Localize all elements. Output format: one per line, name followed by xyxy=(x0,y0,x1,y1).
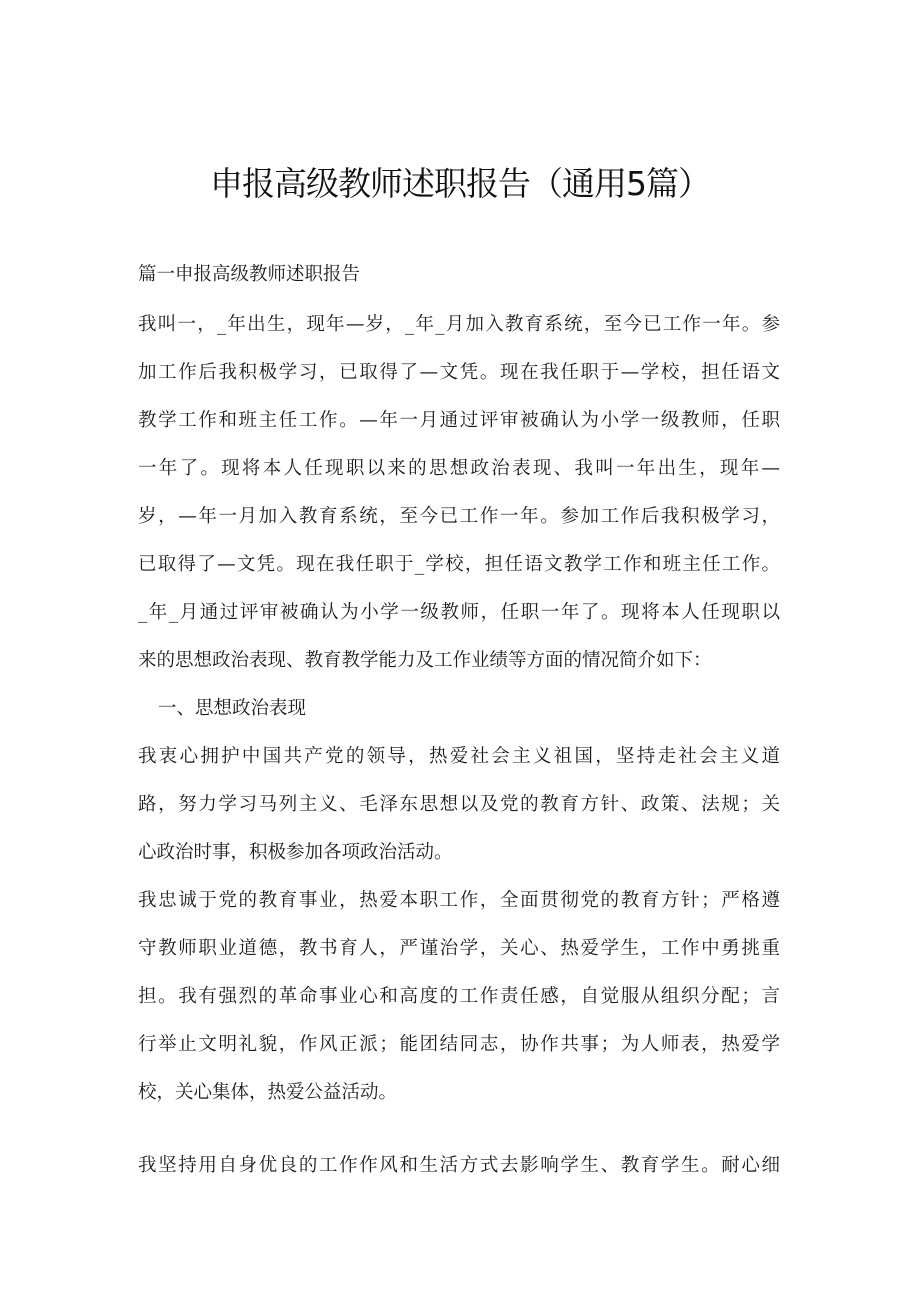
text-line: 守教师职业道德，教书育人，严谨治学，关心、热爱学生，工作中勇挑重 xyxy=(138,938,780,959)
text-line: 已取得了—文凭。现在我任职于_学校，担任语文教学工作和班主任工作。 xyxy=(138,554,780,575)
text-line: 教学工作和班主任工作。—年一月通过评审被确认为小学一级教师，任职 xyxy=(138,410,780,431)
text-line: 担。我有强烈的革命事业心和高度的工作责任感，自觉服从组织分配；言 xyxy=(138,986,780,1007)
text-line: 岁，—年一月加入教育系统，至今已工作一年。参加工作后我积极学习， xyxy=(138,506,780,527)
text-line: 我叫一，_年出生，现年—岁，_年_月加入教育系统，至今已工作一年。参 xyxy=(138,314,780,335)
text-line: 我坚持用自身优良的工作作风和生活方式去影响学生、教育学生。耐心细 xyxy=(138,1155,780,1176)
text-line: _年_月通过评审被确认为小学一级教师，任职一年了。现将本人任现职以 xyxy=(138,602,780,623)
text-line: 路，努力学习马列主义、毛泽东思想以及党的教育方针、政策、法规；关 xyxy=(138,794,780,815)
text-line: 一年了。现将本人任现职以来的思想政治表现、我叫一年出生，现年— xyxy=(138,458,780,479)
text-line: 加工作后我积极学习，已取得了—文凭。现在我任职于—学校，担任语文 xyxy=(138,362,780,383)
text-line: 心政治时事，积极参加各项政治活动。 xyxy=(138,842,453,863)
text-line: 校，关心集体，热爱公益活动。 xyxy=(138,1082,398,1103)
text-line: 行举止文明礼貌，作风正派；能团结同志，协作共事；为人师表，热爱学 xyxy=(138,1034,780,1055)
page-title: 申报高级教师述职报告（通用5篇） xyxy=(210,164,710,203)
text-line: 我衷心拥护中国共产党的领导，热爱社会主义祖国，坚持走社会主义道 xyxy=(138,746,780,767)
text-line: 来的思想政治表现、教育教学能力及工作业绩等方面的情况简介如下： xyxy=(138,650,712,671)
subheading: 一、思想政治表现 xyxy=(158,698,307,719)
text-line: 我忠诚于党的教育事业，热爱本职工作，全面贯彻党的教育方针；严格遵 xyxy=(138,890,780,911)
section-heading: 篇一申报高级教师述职报告 xyxy=(138,264,361,285)
